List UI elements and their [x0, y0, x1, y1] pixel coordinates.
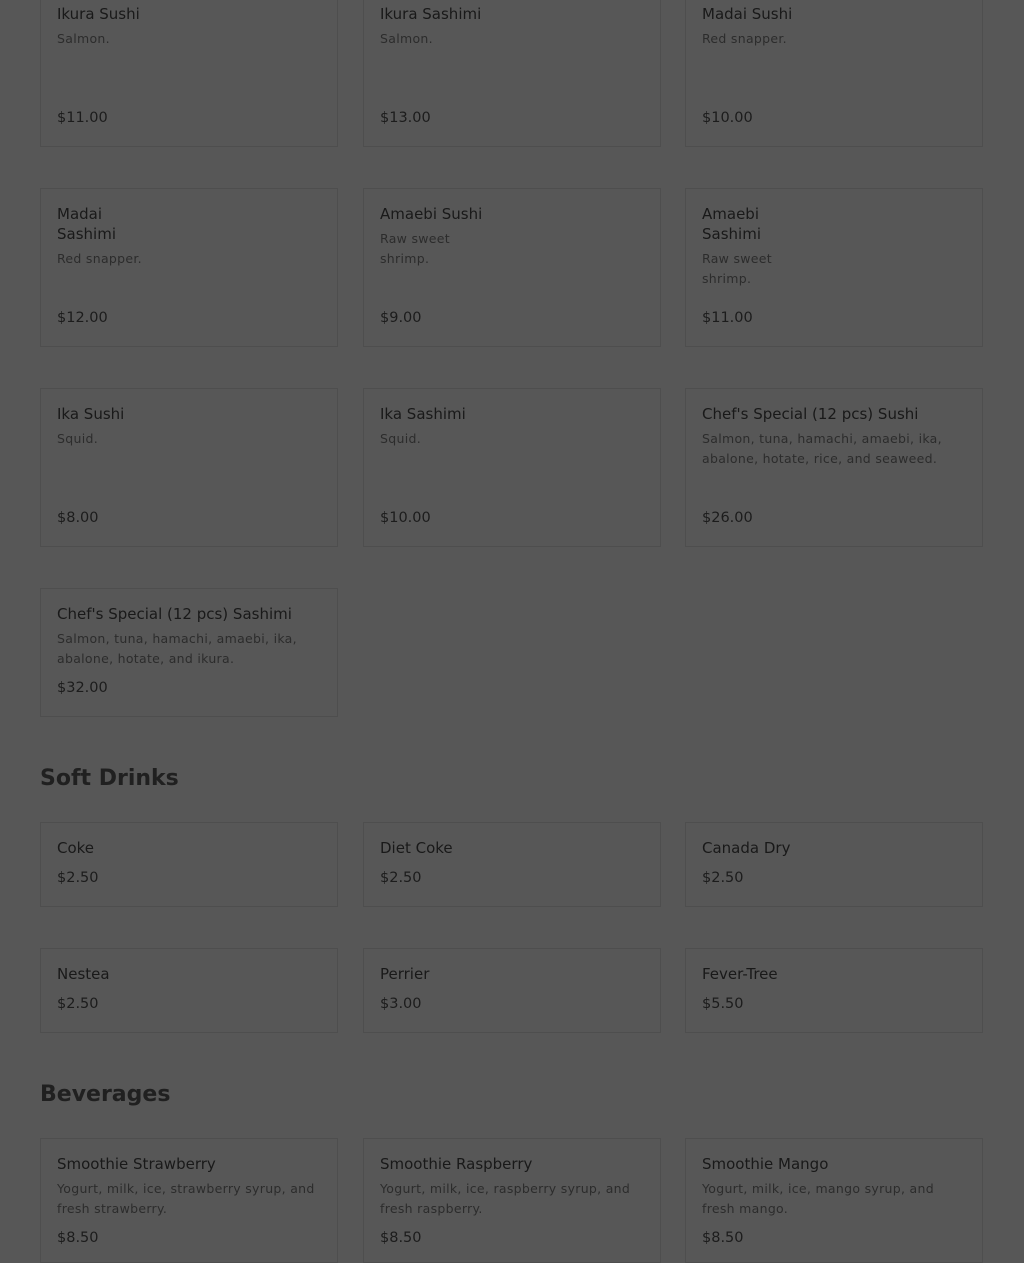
- item-name: Smoothie Raspberry: [380, 1155, 533, 1173]
- item-price: $32.00: [57, 680, 108, 696]
- menu-item-card[interactable]: [363, 188, 661, 347]
- menu-item-card[interactable]: [363, 0, 661, 147]
- drink-card[interactable]: [363, 822, 661, 907]
- beverage-card[interactable]: [40, 1138, 338, 1263]
- item-price: $10.00: [380, 510, 431, 526]
- item-name: Coke: [57, 839, 95, 857]
- menu-item-card[interactable]: [40, 588, 338, 717]
- item-description: Yogurt, milk, ice, raspberry syrup, and fresh raspberry.: [380, 1181, 631, 1216]
- item-description: Raw sweet shrimp.: [380, 231, 450, 266]
- item-price: $13.00: [380, 110, 431, 126]
- item-description: Salmon.: [380, 31, 433, 46]
- item-name: Madai Sashimi: [57, 205, 116, 243]
- item-name: Smoothie Strawberry: [57, 1155, 216, 1173]
- item-name: Nestea: [57, 965, 110, 983]
- item-name: Madai Sushi: [702, 5, 793, 23]
- menu-item-card[interactable]: [685, 388, 983, 547]
- section-title-soft-drinks: Soft Drinks: [40, 766, 179, 791]
- menu-item-card[interactable]: [40, 0, 338, 147]
- item-price: $2.50: [57, 870, 99, 886]
- item-price: $2.50: [57, 996, 99, 1012]
- item-price: $11.00: [57, 110, 108, 126]
- menu-item-card[interactable]: [685, 188, 983, 347]
- item-price: $10.00: [702, 110, 753, 126]
- menu-item-card[interactable]: [685, 0, 983, 147]
- item-description: Yogurt, milk, ice, mango syrup, and fresh mango.: [702, 1181, 934, 1216]
- item-name: Fever-Tree: [702, 965, 778, 983]
- item-description: Salmon.: [57, 31, 110, 46]
- drink-card[interactable]: [40, 948, 338, 1033]
- item-name: Ika Sushi: [57, 405, 125, 423]
- item-name: Smoothie Mango: [702, 1155, 829, 1173]
- section-title-beverages: Beverages: [40, 1082, 171, 1107]
- item-price: $26.00: [702, 510, 753, 526]
- menu-item-card[interactable]: [40, 188, 338, 347]
- menu-item-card[interactable]: [40, 388, 338, 547]
- item-price: $2.50: [380, 870, 422, 886]
- item-name: Diet Coke: [380, 839, 453, 857]
- item-name: Ikura Sushi: [57, 5, 140, 23]
- item-description: Salmon, tuna, hamachi, amaebi, ika, abalone, hotate, rice, and seaweed.: [702, 431, 942, 466]
- beverage-card[interactable]: [685, 1138, 983, 1263]
- item-name: Ikura Sashimi: [380, 5, 482, 23]
- item-price: $8.50: [57, 1230, 99, 1246]
- item-price: $3.00: [380, 996, 422, 1012]
- item-price: $8.50: [380, 1230, 422, 1246]
- item-price: $2.50: [702, 870, 744, 886]
- item-description: Yogurt, milk, ice, strawberry syrup, and fresh strawberry.: [57, 1181, 315, 1216]
- item-name: Chef's Special (12 pcs) Sushi: [702, 405, 919, 423]
- menu-item-card[interactable]: [363, 388, 661, 547]
- drink-card[interactable]: [363, 948, 661, 1033]
- item-description: Raw sweet shrimp.: [702, 251, 772, 286]
- drink-card[interactable]: [40, 822, 338, 907]
- item-name: Amaebi Sushi: [380, 205, 483, 223]
- item-name: Amaebi Sashimi: [702, 205, 761, 243]
- item-description: Red snapper.: [702, 31, 787, 46]
- item-price: $8.50: [702, 1230, 744, 1246]
- item-price: $9.00: [380, 310, 422, 326]
- item-name: Canada Dry: [702, 839, 791, 857]
- item-name: Ika Sashimi: [380, 405, 466, 423]
- item-price: $12.00: [57, 310, 108, 326]
- beverage-card[interactable]: [363, 1138, 661, 1263]
- item-description: Squid.: [57, 431, 98, 446]
- item-price: $11.00: [702, 310, 753, 326]
- item-price: $8.00: [57, 510, 99, 526]
- item-description: Salmon, tuna, hamachi, amaebi, ika, abalone, hotate, and ikura.: [57, 631, 297, 666]
- item-name: Perrier: [380, 965, 430, 983]
- item-description: Red snapper.: [57, 251, 142, 266]
- drink-card[interactable]: [685, 948, 983, 1033]
- item-description: Squid.: [380, 431, 421, 446]
- drink-card[interactable]: [685, 822, 983, 907]
- item-name: Chef's Special (12 pcs) Sashimi: [57, 605, 292, 623]
- item-price: $5.50: [702, 996, 744, 1012]
